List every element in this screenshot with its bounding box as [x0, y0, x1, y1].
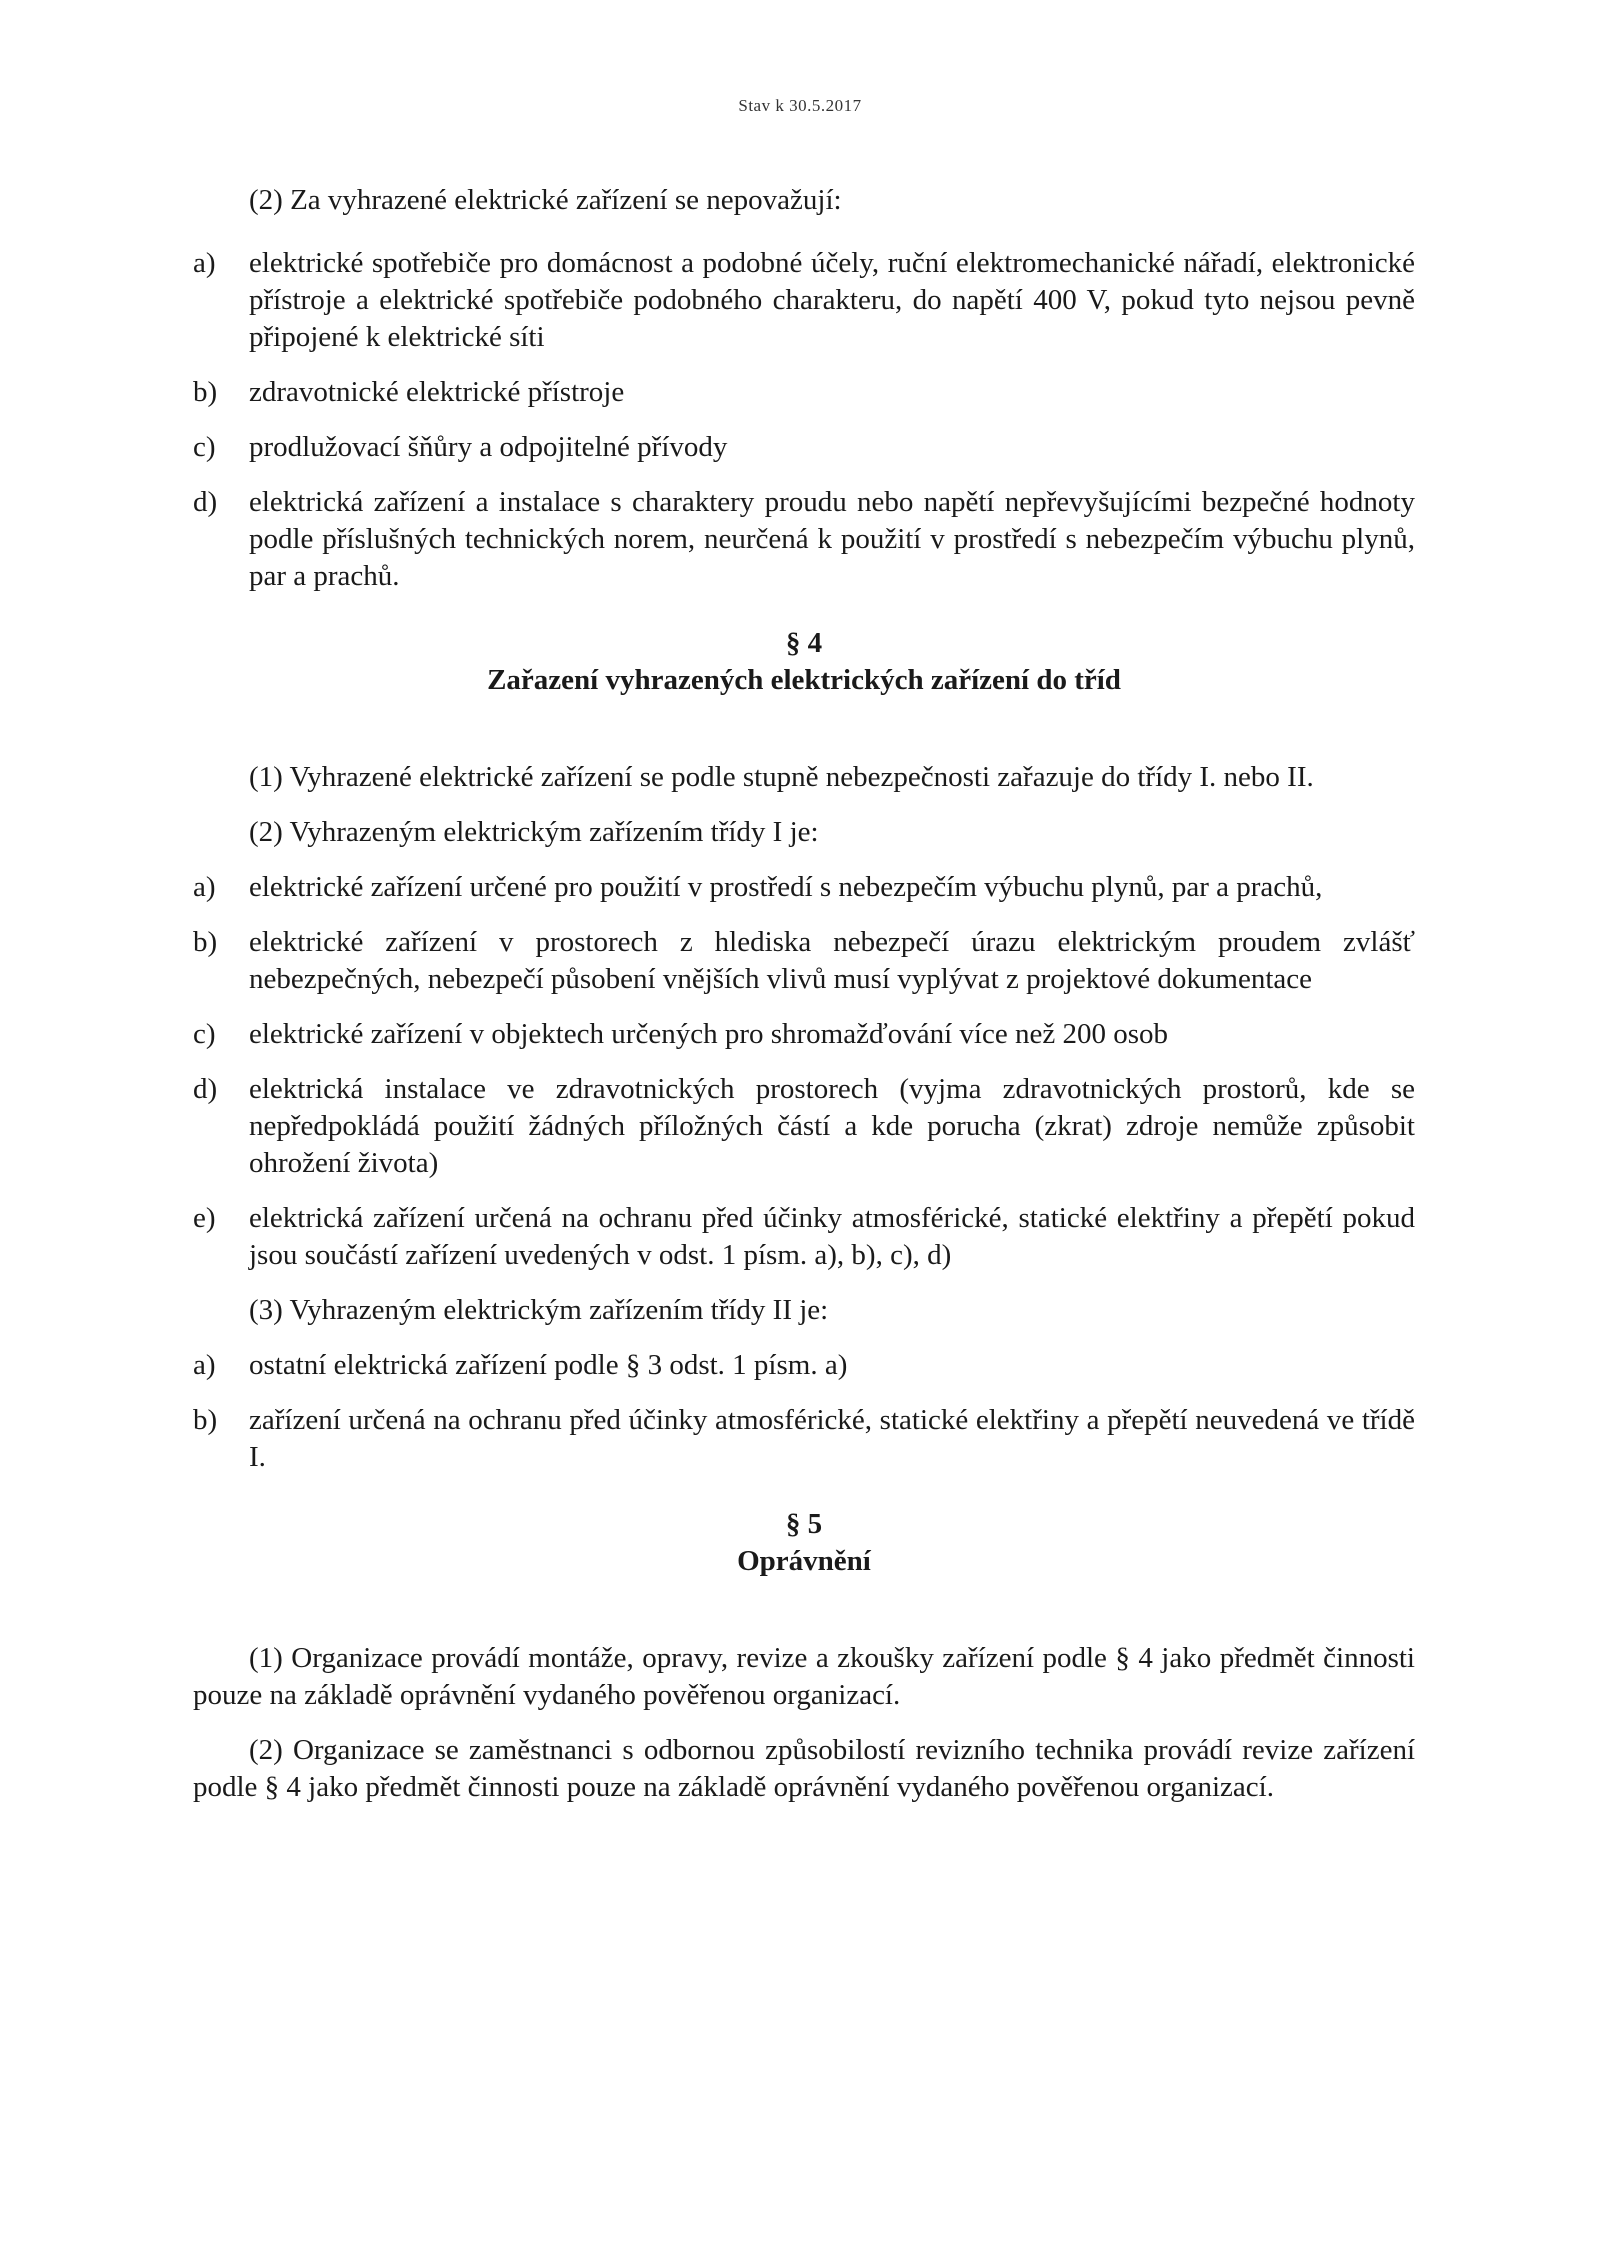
section-title: Zařazení vyhrazených elektrických zařízení do tříd — [487, 664, 1121, 696]
list-item-text: ostatní elektrická zařízení podle § 3 odst. 1 písm. a) — [249, 1349, 848, 1381]
list-item-text: elektrická zařízení a instalace s charaktery proudu nebo napětí nepřevyšujícími bezpečné hodnoty podle příslušných technických norem, neurčená k použití v prostředí s nebezpečím výbuchu plynů, par a prachů. — [249, 486, 1415, 592]
list-item-label: d) — [193, 486, 218, 518]
list-item — [193, 245, 1415, 356]
section4-paragraph-3: (3) Vyhrazeným elektrickým zařízením třídy II je: — [249, 1294, 829, 1326]
section4-heading — [193, 625, 1415, 699]
list-item-label: c) — [193, 431, 216, 463]
section5-paragraph-2: (2) Organizace se zaměstnanci s odbornou způsobilostí revizního technika provádí revize zařízení podle § 4 jako předmět činnosti pouze na základě oprávnění vydaného pověřenou organizací. — [193, 1734, 1415, 1803]
section5-paragraph-1: (1) Organizace provádí montáže, opravy, revize a zkoušky zařízení podle § 4 jako předmět činnosti pouze na základě oprávnění vydaného pověřenou organizací. — [193, 1642, 1415, 1711]
list-item — [193, 1016, 1415, 1053]
list-item — [193, 1402, 1415, 1476]
list-item — [193, 1071, 1415, 1182]
section3-paragraph-2: (2) Za vyhrazené elektrické zařízení se nepovažují: — [249, 184, 842, 216]
list-item-text: prodlužovací šňůry a odpojitelné přívody — [249, 431, 728, 463]
list-item — [193, 429, 1415, 466]
list-item — [193, 869, 1415, 906]
list-item-text: zařízení určená na ochranu před účinky atmosférické, statické elektřiny a přepětí neuvedená ve třídě I. — [249, 1404, 1415, 1473]
list-item-label: b) — [193, 926, 218, 958]
page-header: Stav k 30.5.2017 — [738, 96, 862, 115]
list-item-label: d) — [193, 1073, 218, 1105]
list-item-text: elektrické spotřebiče pro domácnost a podobné účely, ruční elektromechanické nářadí, elektronické přístroje a elektrické spotřebiče podobného charakteru, do napětí 400 V, pokud tyto nejsou pevně připojené k elektrické síti — [249, 247, 1415, 353]
list-item-label: a) — [193, 247, 216, 279]
list-item-label: e) — [193, 1202, 216, 1234]
page-content — [193, 182, 1415, 1824]
section5-heading — [193, 1506, 1415, 1580]
list-item-label: b) — [193, 376, 218, 408]
list-item — [193, 484, 1415, 595]
section4-paragraph-1: (1) Vyhrazené elektrické zařízení se podle stupně nebezpečnosti zařazuje do třídy I. nebo II. — [249, 761, 1314, 793]
list-item-label: a) — [193, 871, 216, 903]
list-item-text: elektrická zařízení určená na ochranu před účinky atmosférické, statické elektřiny a přepětí pokud jsou součástí zařízení uvedených v odst. 1 písm. a), b), c), d) — [249, 1202, 1415, 1271]
list-item-text: elektrické zařízení v prostorech z hlediska nebezpečí úrazu elektrickým proudem zvlášť nebezpečných, nebezpečí působení vnějších vlivů musí vyplývat z projektové dokumentace — [249, 926, 1415, 995]
list-item-text: elektrické zařízení v objektech určených pro shromažďování více než 200 osob — [249, 1018, 1168, 1050]
section4-paragraph-2: (2) Vyhrazeným elektrickým zařízením třídy I je: — [249, 816, 819, 848]
section-number: § 5 — [785, 1508, 823, 1540]
list-item — [193, 1200, 1415, 1274]
list-item — [193, 374, 1415, 411]
list-item-label: b) — [193, 1404, 218, 1436]
section-title: Oprávnění — [737, 1545, 871, 1577]
section-number: § 4 — [785, 627, 823, 659]
list-item-label: a) — [193, 1349, 216, 1381]
list-item — [193, 1347, 1415, 1384]
list-item-text: elektrická instalace ve zdravotnických prostorech (vyjma zdravotnických prostorů, kde se nepředpokládá použití žádných příložných částí a kde porucha (zkrat) zdroje nemůže způsobit ohrožení života) — [249, 1073, 1415, 1179]
list-item-label: c) — [193, 1018, 216, 1050]
list-item — [193, 924, 1415, 998]
list-item-text: zdravotnické elektrické přístroje — [249, 376, 625, 408]
list-item-text: elektrické zařízení určené pro použití v prostředí s nebezpečím výbuchu plynů, par a prachů, — [249, 871, 1323, 903]
